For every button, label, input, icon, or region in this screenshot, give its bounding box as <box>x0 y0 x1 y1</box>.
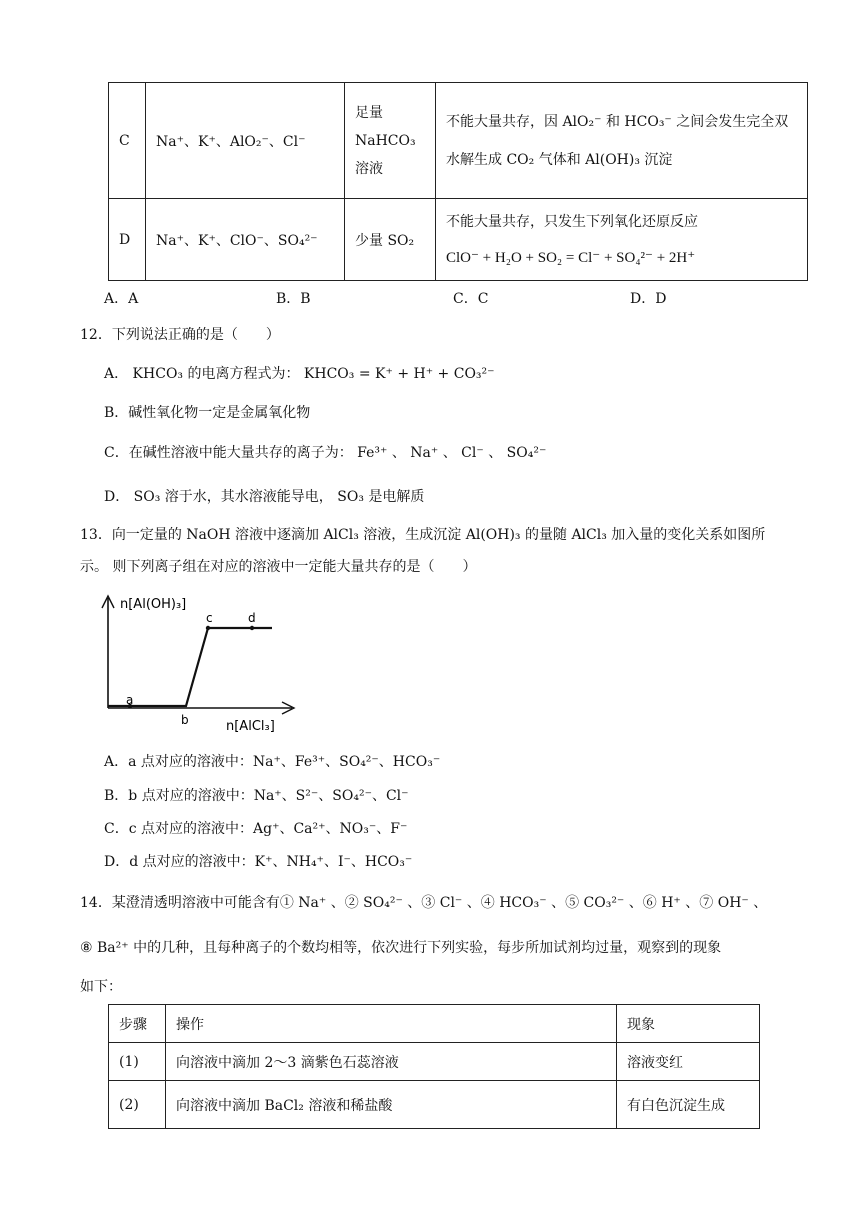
y-axis-label: n[Al(OH)₃] <box>120 597 187 612</box>
label-b: b <box>181 713 189 727</box>
phenomenon-cell: 有白色沉淀生成 <box>617 1081 760 1129</box>
q13-option-d: D．d 点对应的溶液中：K⁺、NH₄⁺、I⁻、HCO₃⁻ <box>104 854 413 870</box>
analysis-line: 水解生成 CO₂ 气体和 Al(OH)₃ 沉淀 <box>446 151 673 168</box>
point-d <box>250 626 254 630</box>
q12-option-a: A． KHCO₃ 的电离方程式为： KHCO₃ = K⁺ + H⁺ + CO₃²⁻ <box>104 366 495 382</box>
analysis-line: 不能大量共存，只发生下列氧化还原反应 <box>446 213 698 230</box>
table-row <box>109 199 808 281</box>
table-header-row <box>109 1005 760 1043</box>
label-d: d <box>248 611 256 625</box>
ion-table <box>108 82 808 281</box>
row-label: C <box>109 83 146 199</box>
q11-option-d: D．D <box>630 291 667 307</box>
row-label: D <box>109 199 146 281</box>
reagent-line: 溶液 <box>355 160 383 177</box>
reagent-line: 少量 SO₂ <box>355 232 415 249</box>
operation-cell: 向溶液中滴加 BaCl₂ 溶液和稀盐酸 <box>166 1081 617 1129</box>
step-cell: (1) <box>109 1043 166 1081</box>
header-step: 步骤 <box>109 1005 166 1043</box>
label-a: a <box>126 693 134 707</box>
analysis-line: 不能大量共存，因 AlO₂⁻ 和 HCO₃⁻ 之间会发生完全双 <box>446 113 789 130</box>
q14-stem-line3: 如下： <box>80 979 122 995</box>
table-row <box>109 83 808 199</box>
q13-option-b: B．b 点对应的溶液中：Na⁺、S²⁻、SO₄²⁻、Cl⁻ <box>104 788 409 804</box>
ions-cell: Na⁺、K⁺、AlO₂⁻、Cl⁻ <box>146 83 345 199</box>
q13-option-c: C．c 点对应的溶液中：Ag⁺、Ca²⁺、NO₃⁻、F⁻ <box>104 821 408 837</box>
q12-option-d: D． SO₃ 溶于水，其水溶液能导电， SO₃ 是电解质 <box>104 489 425 505</box>
analysis-cell <box>436 199 808 281</box>
ions-cell: Na⁺、K⁺、ClO⁻、SO₄²⁻ <box>146 199 345 281</box>
table-row <box>109 1081 760 1129</box>
reagent-line: NaHCO₃ <box>355 132 416 149</box>
reagent-line: 足量 <box>355 104 383 121</box>
q14-table <box>108 1004 760 1129</box>
q13-stem-line1: 13．向一定量的 NaOH 溶液中逐滴加 AlCl₃ 溶液，生成沉淀 Al(OH)₃ 的量随 AlCl₃ 加入量的变化关系如图所 <box>80 527 766 543</box>
q14-stem-line2: ⑧ Ba²⁺ 中的几种，且每种离子的个数均相等，依次进行下列实验，每步所加试剂均过量，观察到的现象 <box>80 940 722 956</box>
q13-graph <box>96 592 312 738</box>
phenomenon-cell: 溶液变红 <box>617 1043 760 1081</box>
q11-option-a: A．A <box>104 291 139 307</box>
q12-option-b: B．碱性氧化物一定是金属氧化物 <box>104 405 311 421</box>
operation-cell: 向溶液中滴加 2～3 滴紫色石蕊溶液 <box>166 1043 617 1081</box>
point-c <box>206 626 210 630</box>
step-cell: (2) <box>109 1081 166 1129</box>
analysis-line: ClO⁻ + H₂O + SO₂ = Cl⁻ + SO₄²⁻ + 2H⁺ <box>446 249 696 266</box>
q12-option-c: C．在碱性溶液中能大量共存的离子为： Fe³⁺ 、 Na⁺ 、 Cl⁻ 、 SO₄²⁻ <box>104 445 547 461</box>
header-phenomenon: 现象 <box>617 1005 760 1043</box>
q14-stem-line1: 14．某澄清透明溶液中可能含有① Na⁺ 、② SO₄²⁻ 、③ Cl⁻ 、④ HCO₃⁻ 、⑤ CO₃²⁻ 、⑥ H⁺ 、⑦ OH⁻ 、 <box>80 895 768 911</box>
q12-stem: 12．下列说法正确的是（ ） <box>80 327 280 343</box>
q11-option-b: B．B <box>276 291 311 307</box>
x-axis-label: n[AlCl₃] <box>226 719 275 734</box>
q13-stem-line2: 示。 则下列离子组在对应的溶液中一定能大量共存的是（ ） <box>80 559 477 575</box>
reagent-cell <box>345 83 436 199</box>
q13-option-a: A．a 点对应的溶液中：Na⁺、Fe³⁺、SO₄²⁻、HCO₃⁻ <box>104 754 441 770</box>
table-row <box>109 1043 760 1081</box>
analysis-cell <box>436 83 808 199</box>
header-operation: 操作 <box>166 1005 617 1043</box>
reagent-cell <box>345 199 436 281</box>
label-c: c <box>206 611 213 625</box>
q11-option-c: C．C <box>453 291 489 307</box>
